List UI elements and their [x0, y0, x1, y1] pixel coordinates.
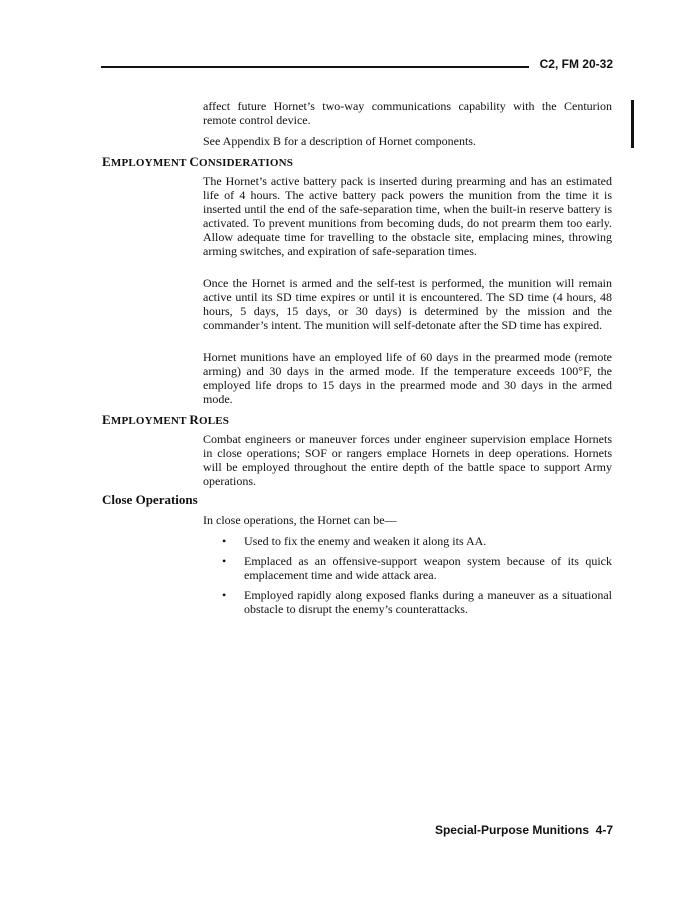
- paragraph-1: affect future Hornet’s two-way communications capability with the Centurion remote control device.: [203, 99, 612, 127]
- bullet-icon: •: [222, 588, 227, 602]
- bullet-icon: •: [222, 554, 227, 568]
- paragraph-4: Once the Hornet is armed and the self-test is performed, the munition will remain active until its SD time expires or until it is encountered. The SD time (4 hours, 48 hours, 5 days, 15 days, or 30 days) is determined by the mission and the commander’s intent. The munition will self-detonate after the SD time has expired.: [203, 276, 612, 332]
- heading-employment-roles: EMPLOYMENT ROLES: [102, 412, 230, 427]
- paragraph-2: See Appendix B for a description of Hornet components.: [203, 134, 476, 148]
- header-rule: [101, 66, 529, 68]
- bullet-text: Employed rapidly along exposed flanks during a maneuver as a situational obstacle to disrupt the enemy’s counterattacks.: [244, 588, 612, 616]
- paragraph-7: In close operations, the Hornet can be—: [203, 513, 397, 527]
- header-doc-id: C2, FM 20-32: [539, 57, 613, 71]
- heading-close-operations: Close Operations: [102, 492, 198, 507]
- bullet-icon: •: [222, 534, 227, 548]
- bullet-text: Used to fix the enemy and weaken it along its AA.: [244, 534, 487, 548]
- footer-page-label: Special-Purpose Munitions 4-7: [434, 823, 613, 837]
- paragraph-5: Hornet munitions have an employed life of 60 days in the prearmed mode (remote arming) and 30 days in the armed mode. If the temperature exceeds 100°F, the employed life drops to 15 days in the prearmed mode and 30 days in the armed mode.: [203, 350, 612, 406]
- paragraph-3: The Hornet’s active battery pack is inserted during prearming and has an estimated life of 4 hours. The active battery pack powers the munition from the time it is inserted until the end of the safe-separation time, when the built-in reserve battery is activated. To prevent munitions from becoming duds, do not prearm them too early. Allow adequate time for travelling to the obstacle site, emplacing mines, throwing arming switches, and expiration of safe-separation times.: [203, 174, 612, 258]
- change-bar: [631, 100, 634, 148]
- bullet-text: Emplaced as an offensive-support weapon system because of its quick emplacement time and wide attack area.: [244, 554, 612, 582]
- heading-employment-considerations: EMPLOYMENT CONSIDERATIONS: [102, 154, 294, 169]
- paragraph-6: Combat engineers or maneuver forces under engineer supervision emplace Hornets in close operations; SOF or rangers emplace Hornets in deep operations. Hornets will be employed throughout the entire depth of the battle space to support Army operations.: [203, 432, 612, 488]
